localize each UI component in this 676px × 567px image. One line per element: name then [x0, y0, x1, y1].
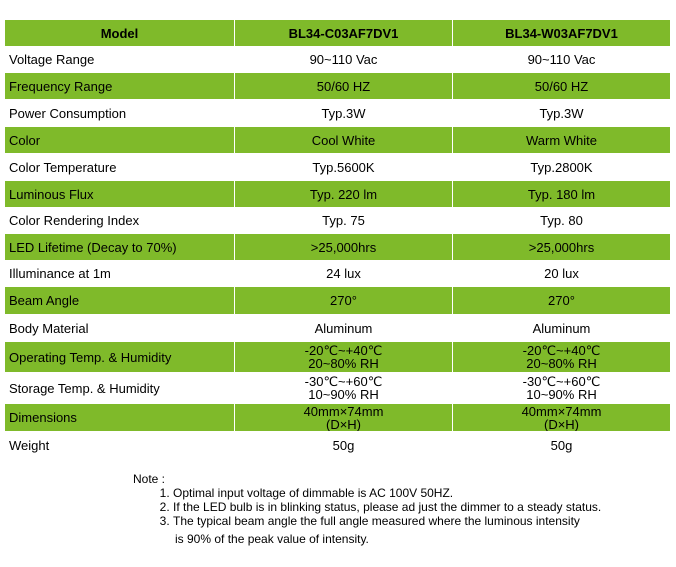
row-label: Color Rendering Index — [5, 208, 235, 234]
row-label: Illuminance at 1m — [5, 261, 235, 287]
table-row — [5, 261, 671, 287]
row-label: Voltage Range — [5, 47, 235, 73]
table-row — [5, 127, 671, 154]
cell-line: -30℃~+60℃ — [304, 374, 383, 389]
table-row — [5, 315, 671, 342]
row-label: Power Consumption — [5, 100, 235, 127]
header-model: Model — [5, 20, 235, 47]
cell-value: Typ.3W — [235, 100, 453, 127]
cell-line: 40mm×74mm — [521, 403, 602, 419]
cell-value: 50g — [453, 432, 671, 459]
cell-value: Typ. 80 — [453, 208, 671, 234]
cell-value: 270° — [453, 287, 671, 315]
cell-value: Typ.5600K — [235, 154, 453, 181]
note-item: 2. If the LED bulb is in blinking status, please ad just the dimmer to a steady status. — [173, 500, 601, 514]
cell-line: 10~90% RH — [526, 387, 597, 402]
table-row — [5, 208, 671, 234]
cell-value — [235, 373, 453, 404]
cell-value: Cool White — [235, 127, 453, 154]
notes-section — [133, 472, 601, 546]
cell-value: Typ. 75 — [235, 208, 453, 234]
cell-value — [453, 404, 671, 432]
row-label: Storage Temp. & Humidity — [5, 373, 235, 404]
cell-line: (D×H) — [543, 416, 580, 432]
table-row — [5, 373, 671, 404]
cell-value — [235, 404, 453, 432]
table-row — [5, 73, 671, 100]
cell-value: 90~110 Vac — [453, 47, 671, 73]
cell-value: 50/60 HZ — [235, 73, 453, 100]
cell-line: -30℃~+60℃ — [522, 374, 601, 389]
cell-line: 10~90% RH — [308, 387, 379, 402]
cell-value: Aluminum — [453, 315, 671, 342]
header-model-c: BL34-C03AF7DV1 — [235, 20, 453, 47]
cell-value: Warm White — [453, 127, 671, 154]
row-label: Color Temperature — [5, 154, 235, 181]
table-row — [5, 432, 671, 459]
table-row — [5, 154, 671, 181]
cell-value — [453, 373, 671, 404]
table-row — [5, 287, 671, 315]
row-label: Beam Angle — [5, 287, 235, 315]
cell-line: (D×H) — [325, 416, 362, 432]
cell-value: Typ.2800K — [453, 154, 671, 181]
cell-value — [235, 342, 453, 373]
cell-value: >25,000hrs — [453, 234, 671, 261]
row-label: Weight — [5, 432, 235, 459]
note-item: 3. The typical beam angle the full angle measured where the luminous intensity — [173, 514, 601, 528]
table-row — [5, 342, 671, 373]
header-model-w: BL34-W03AF7DV1 — [453, 20, 671, 47]
table-row — [5, 181, 671, 208]
table-row — [5, 47, 671, 73]
table-row — [5, 404, 671, 432]
spec-table — [4, 19, 671, 459]
cell-value: 24 lux — [235, 261, 453, 287]
cell-value: Aluminum — [235, 315, 453, 342]
row-label: Body Material — [5, 315, 235, 342]
row-label: Color — [5, 127, 235, 154]
cell-value — [453, 342, 671, 373]
row-label: Dimensions — [5, 404, 235, 432]
cell-value: 20 lux — [453, 261, 671, 287]
cell-line: 40mm×74mm — [303, 403, 384, 419]
row-label: Frequency Range — [5, 73, 235, 100]
cell-line: -20℃~+40℃ — [522, 343, 601, 358]
notes-list — [133, 486, 601, 528]
table-header-row — [5, 20, 671, 47]
row-label: Luminous Flux — [5, 181, 235, 208]
cell-line: 20~80% RH — [308, 356, 379, 371]
cell-value: 270° — [235, 287, 453, 315]
note-continuation: is 90% of the peak value of intensity. — [175, 532, 369, 546]
notes-title: Note : — [133, 472, 166, 486]
table-row — [5, 234, 671, 261]
cell-value: 90~110 Vac — [235, 47, 453, 73]
note-item: 1. Optimal input voltage of dimmable is AC 100V 50HZ. — [173, 486, 601, 500]
cell-value: 50g — [235, 432, 453, 459]
row-label: Operating Temp. & Humidity — [5, 342, 235, 373]
cell-value: Typ.3W — [453, 100, 671, 127]
cell-value: Typ. 180 lm — [453, 181, 671, 208]
cell-line: 20~80% RH — [526, 356, 597, 371]
cell-value: Typ. 220 lm — [235, 181, 453, 208]
cell-line: -20℃~+40℃ — [304, 343, 383, 358]
cell-value: >25,000hrs — [235, 234, 453, 261]
cell-value: 50/60 HZ — [453, 73, 671, 100]
row-label: LED Lifetime (Decay to 70%) — [5, 234, 235, 261]
table-row — [5, 100, 671, 127]
